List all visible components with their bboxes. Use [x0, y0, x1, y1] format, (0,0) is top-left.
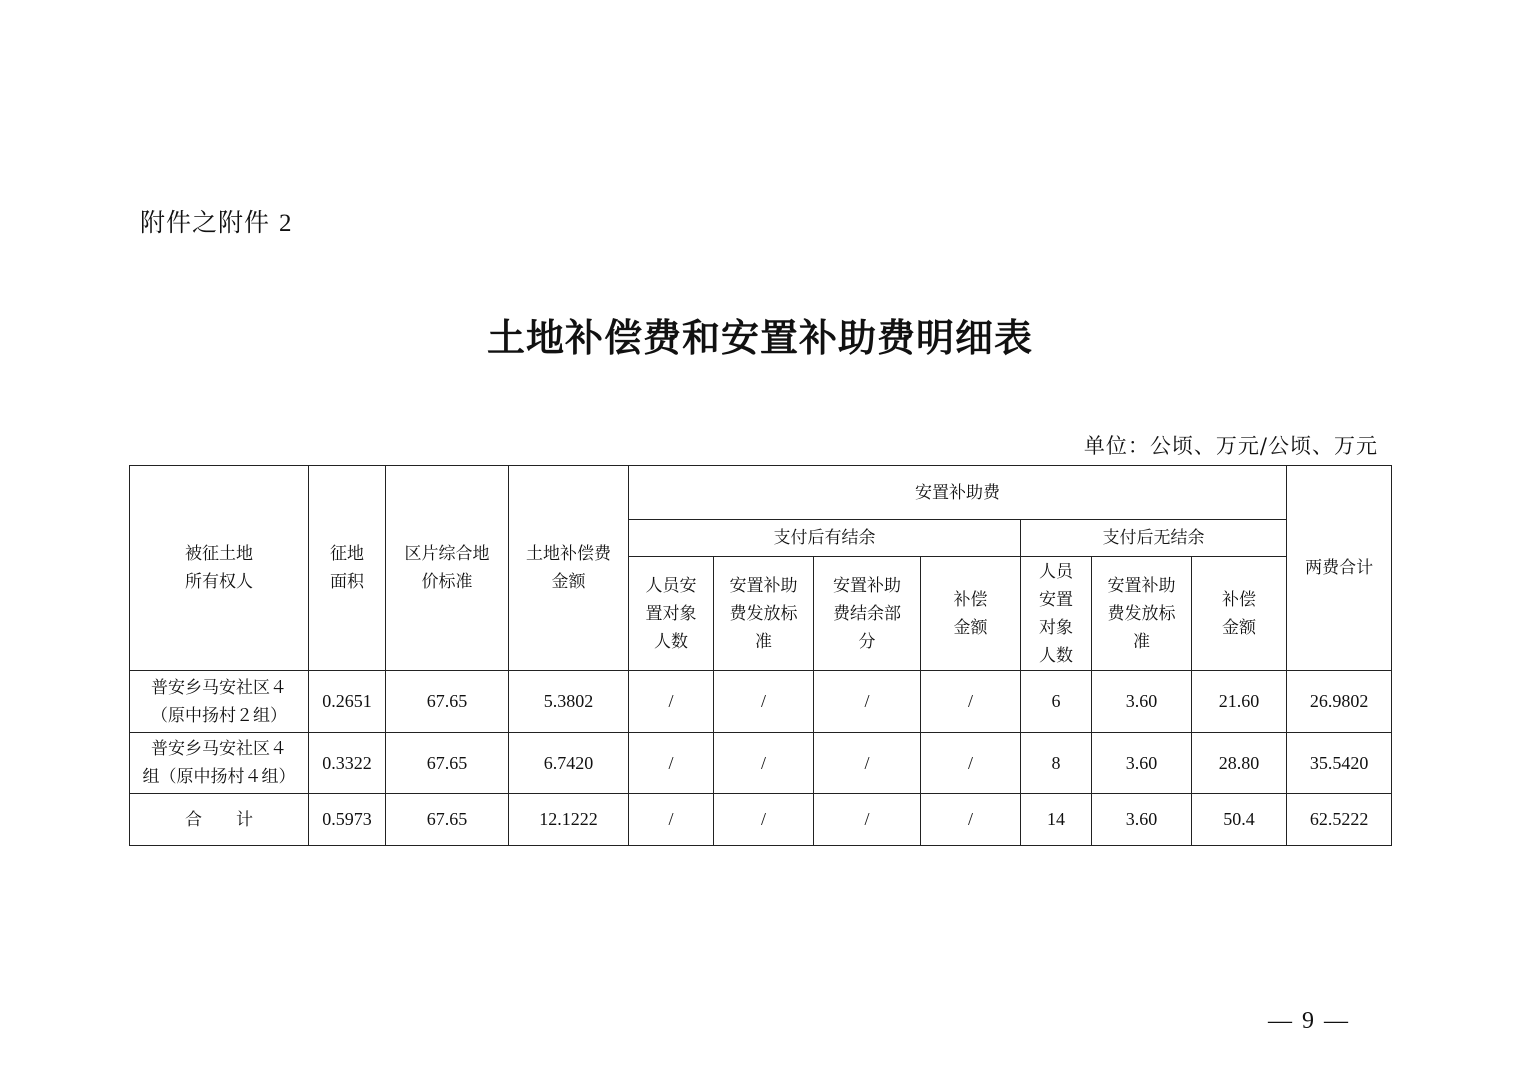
- header-wb-balance: 安置补助 费结余部 分: [814, 557, 921, 671]
- cell-owner: 普安乡马安社区４ 组（原中扬村４组）: [130, 733, 309, 794]
- header-resettlement-subsidy: 安置补助费: [629, 466, 1287, 520]
- cell-owner: 普安乡马安社区４ （原中扬村２组）: [130, 671, 309, 733]
- cell-land-compensation: 6.7420: [509, 733, 629, 794]
- header-nb-standard: 安置补助 费发放标 准: [1092, 557, 1192, 671]
- cell-wb-balance: /: [814, 794, 921, 846]
- cell-land-compensation: 12.1222: [509, 794, 629, 846]
- cell-area: 0.2651: [309, 671, 386, 733]
- table-row-total: [130, 794, 1392, 846]
- cell-wb-standard: /: [714, 733, 814, 794]
- cell-wb-amount: /: [921, 794, 1021, 846]
- attachment-number: 2: [278, 210, 293, 237]
- cell-nb-persons: 6: [1021, 671, 1092, 733]
- cell-wb-amount: /: [921, 671, 1021, 733]
- attachment-label: [140, 203, 292, 239]
- cell-area: 0.3322: [309, 733, 386, 794]
- header-wb-amount: 补偿 金额: [921, 557, 1021, 671]
- table-row: [130, 733, 1392, 794]
- cell-land-compensation: 5.3802: [509, 671, 629, 733]
- header-total: 两费合计: [1287, 466, 1392, 671]
- cell-total: 26.9802: [1287, 671, 1392, 733]
- cell-total: 35.5420: [1287, 733, 1392, 794]
- cell-nb-amount: 28.80: [1192, 733, 1287, 794]
- header-without-balance: 支付后无结余: [1021, 520, 1287, 557]
- header-owner: 被征土地 所有权人: [130, 466, 309, 671]
- header-land-price-standard: 区片综合地 价标准: [386, 466, 509, 671]
- cell-nb-amount: 21.60: [1192, 671, 1287, 733]
- cell-wb-persons: /: [629, 794, 714, 846]
- header-area: 征地 面积: [309, 466, 386, 671]
- cell-area: 0.5973: [309, 794, 386, 846]
- cell-nb-persons: 8: [1021, 733, 1092, 794]
- header-land-compensation: 土地补偿费 金额: [509, 466, 629, 671]
- cell-nb-amount: 50.4: [1192, 794, 1287, 846]
- cell-land-price-standard: 67.65: [386, 794, 509, 846]
- cell-wb-balance: /: [814, 671, 921, 733]
- cell-wb-balance: /: [814, 733, 921, 794]
- header-nb-persons: 人员 安置 对象 人数: [1021, 557, 1092, 671]
- cell-land-price-standard: 67.65: [386, 733, 509, 794]
- cell-owner-total-label: 合 计: [130, 794, 309, 846]
- header-wb-standard: 安置补助 费发放标 准: [714, 557, 814, 671]
- cell-wb-standard: /: [714, 671, 814, 733]
- cell-wb-standard: /: [714, 794, 814, 846]
- cell-nb-persons: 14: [1021, 794, 1092, 846]
- page-title: 土地补偿费和安置补助费明细表: [486, 315, 1033, 360]
- cell-nb-standard: 3.60: [1092, 733, 1192, 794]
- table-row: [130, 671, 1392, 733]
- header-wb-persons: 人员安 置对象 人数: [629, 557, 714, 671]
- page-number: — 9 —: [1268, 1008, 1350, 1034]
- header-with-balance: 支付后有结余: [629, 520, 1021, 557]
- cell-wb-persons: /: [629, 733, 714, 794]
- cell-total: 62.5222: [1287, 794, 1392, 846]
- cell-wb-amount: /: [921, 733, 1021, 794]
- cell-nb-standard: 3.60: [1092, 671, 1192, 733]
- header-row-1: [130, 466, 1392, 520]
- header-nb-amount: 补偿 金额: [1192, 557, 1287, 671]
- attachment-label-text: 附件之附件: [140, 208, 271, 237]
- compensation-table: [129, 465, 1392, 846]
- cell-land-price-standard: 67.65: [386, 671, 509, 733]
- cell-wb-persons: /: [629, 671, 714, 733]
- cell-nb-standard: 3.60: [1092, 794, 1192, 846]
- unit-note: 单位：公顷、万元/公顷、万元: [1083, 434, 1378, 458]
